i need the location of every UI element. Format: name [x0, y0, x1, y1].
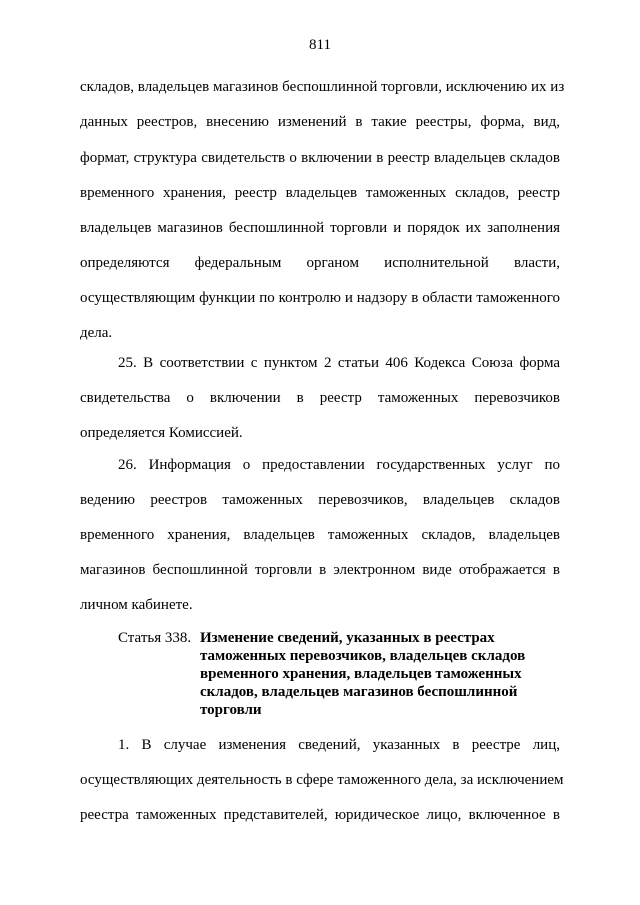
article-title-line: торговли	[200, 702, 262, 718]
article-label: Статья 338.	[118, 630, 192, 646]
text-line: 1. В случае изменения сведений, указанных в реестре лиц,	[118, 737, 560, 753]
text-line: 25. В соответствии с пунктом 2 статьи 406 Кодекса Союза форма	[118, 355, 560, 371]
text-line: формат, структура свидетельств о включении в реестр владельцев складов	[80, 150, 560, 166]
text-line: осуществляющим функции по контролю и надзору в области таможенного	[80, 290, 560, 306]
article-title-line: таможенных перевозчиков, владельцев складов	[200, 648, 526, 664]
article-title-line: складов, владельцев магазинов беспошлинной	[200, 684, 518, 700]
text-line: временного хранения, владельцев таможенных складов, владельцев	[80, 527, 560, 543]
text-line: владельцев магазинов беспошлинной торговли и порядок их заполнения	[80, 220, 560, 236]
text-line: осуществляющих деятельность в сфере таможенного дела, за исключением	[80, 772, 564, 788]
text-line: свидетельства о включении в реестр таможенных перевозчиков	[80, 390, 560, 406]
text-line: дела.	[80, 325, 113, 341]
article-title	[200, 629, 530, 719]
text-line: определяется Комиссией.	[80, 425, 243, 441]
article-title-line: Изменение сведений, указанных в реестрах	[200, 630, 495, 646]
text-line: магазинов беспошлинной торговли в электронном виде отображается в	[80, 562, 560, 578]
text-line: временного хранения, реестр владельцев таможенных складов, реестр	[80, 185, 560, 201]
text-line: личном кабинете.	[80, 597, 193, 613]
article-title-line: временного хранения, владельцев таможенных	[200, 666, 522, 682]
text-line: складов, владельцев магазинов беспошлинной торговли, исключению их из	[80, 79, 565, 95]
text-line: ведению реестров таможенных перевозчиков, владельцев складов	[80, 492, 560, 508]
text-line: определяются федеральным органом исполнительной власти,	[80, 255, 560, 271]
text-line: данных реестров, внесению изменений в такие реестры, форма, вид,	[80, 114, 560, 130]
page-number: 811	[309, 37, 331, 53]
text-line: реестра таможенных представителей, юридическое лицо, включенное в	[80, 807, 560, 823]
text-line: 26. Информация о предоставлении государственных услуг по	[118, 457, 560, 473]
